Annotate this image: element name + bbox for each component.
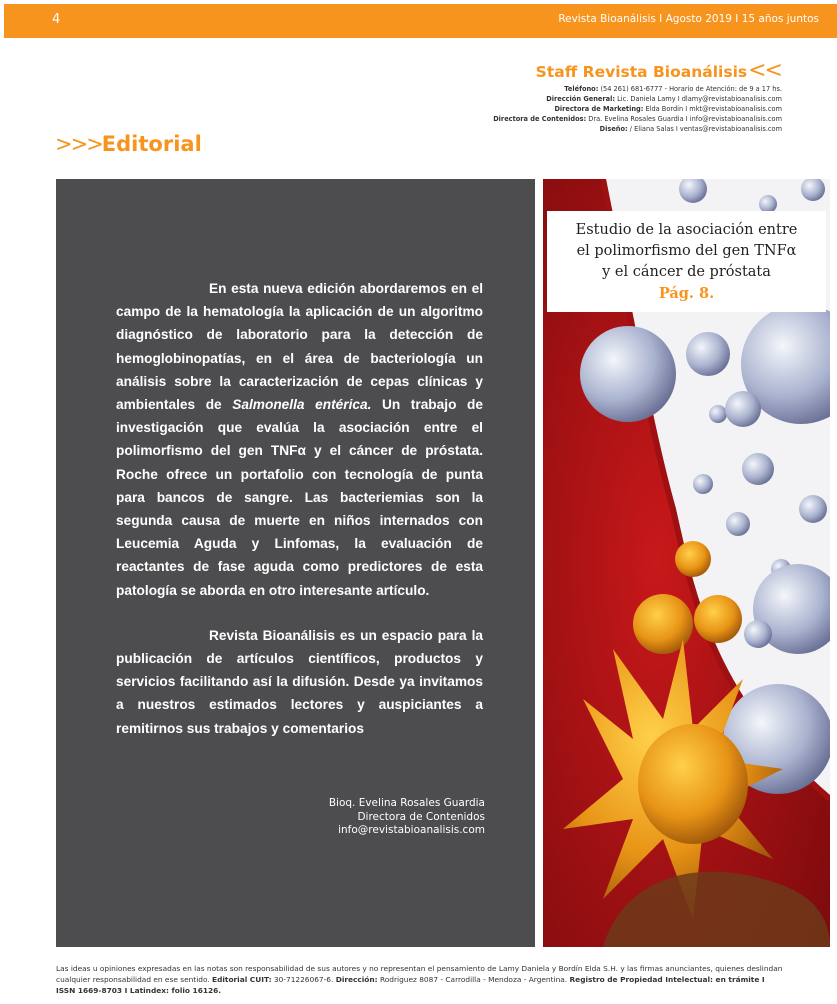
cover-callout [547, 211, 826, 312]
staff-line-phone: Teléfono: (54 261) 681-6777 - Horario de Atención: de 9 a 17 hs. [564, 85, 782, 93]
staff-line-marketing: Directora de Marketing: Elda Bordin I mkt@revistabioanalisis.com [554, 105, 782, 113]
cover-page-ref: Pág. 8. [658, 285, 715, 302]
editorial-paragraph-2: Revista Bioanálisis es un espacio para la publicación de artículos científicos, productos y servicios facilitando así la difusión. Desde ya invitamos a nuestros estimados lectores y auspiciantes a remitirnos sus trabajos y comentarios [116, 627, 483, 736]
editorial-body [116, 277, 483, 762]
editorial-paragraph-1: En esta nueva edición abordaremos en el campo de la hematología la aplicación de un algoritmo diagnóstico de laboratorio para la detección de hemoglobinopatías, en el área de bacteriología un análisis sobre la caracterización de cepas clínicas y ambientales de Salmonella entérica. Un trabajo de investigación que evalúa la asociación entre el polimorfismo del gen TNFα y el cáncer de próstata. Roche ofrece un portafolio con tecnología de punta para bancos de sangre. Las bacteriemias son la segunda causa de muerte en niños internados con Leucemia Aguda y Linfomas, la evaluación de reactantes de fase aguda como predictores de esta patología se aborda en otro interesante artículo. [116, 281, 483, 598]
page-number: 4 [52, 12, 61, 27]
cover-image [543, 179, 830, 947]
signature-role: Directora de Contenidos [357, 810, 485, 823]
cover-title-line-2: el polimorfismo del gen TNFα [576, 243, 797, 259]
footer-disclaimer: Las ideas u opiniones expresadas en las notas son responsabilidad de sus autores y no representan el pensamiento de Lamy Daniela y Bordín Elda S.H. y las firmas anunciantes, quienes deslindan cualquier responsabilidad en ese sentido. Editorial CUIT: 30-71226067-6. Dirección: Rodriguez 8087 - Carrodilla - Mendoza - Argentina. Registro de Propiedad Intelectual: en trámite I ISSN 1669-8703 I Latindex: folio 16126. [56, 964, 783, 995]
staff-arrows: << [748, 58, 781, 83]
cover-title-line-3: y el cáncer de próstata [602, 264, 771, 280]
editorial-heading: >>>Editorial [55, 132, 202, 156]
staff-info [493, 84, 782, 134]
signature-name: Bioq. Evelina Rosales Guardia [328, 797, 485, 809]
staff-line-design: Diseño: / Eliana Salas I ventas@revistabioanalisis.com [599, 125, 782, 133]
top-bar [4, 4, 837, 38]
staff-line-direction: Dirección General: Lic. Daniela Lamy I dlamy@revistabioanalisis.com [546, 95, 782, 103]
running-title: Revista Bioanálisis I Agosto 2019 I 15 años juntos [558, 13, 819, 25]
staff-title: Staff Revista Bioanálisis<< [535, 58, 781, 83]
staff-line-content: Directora de Contenidos: Dra. Evelina Rosales Guardia I info@revistabioanalisis.com [493, 115, 782, 123]
editorial-arrows: >>> [55, 132, 102, 156]
cover-title-line-1: Estudio de la asociación entre [575, 222, 798, 238]
signature [329, 797, 485, 838]
signature-email: info@revistabioanalisis.com [338, 824, 485, 836]
